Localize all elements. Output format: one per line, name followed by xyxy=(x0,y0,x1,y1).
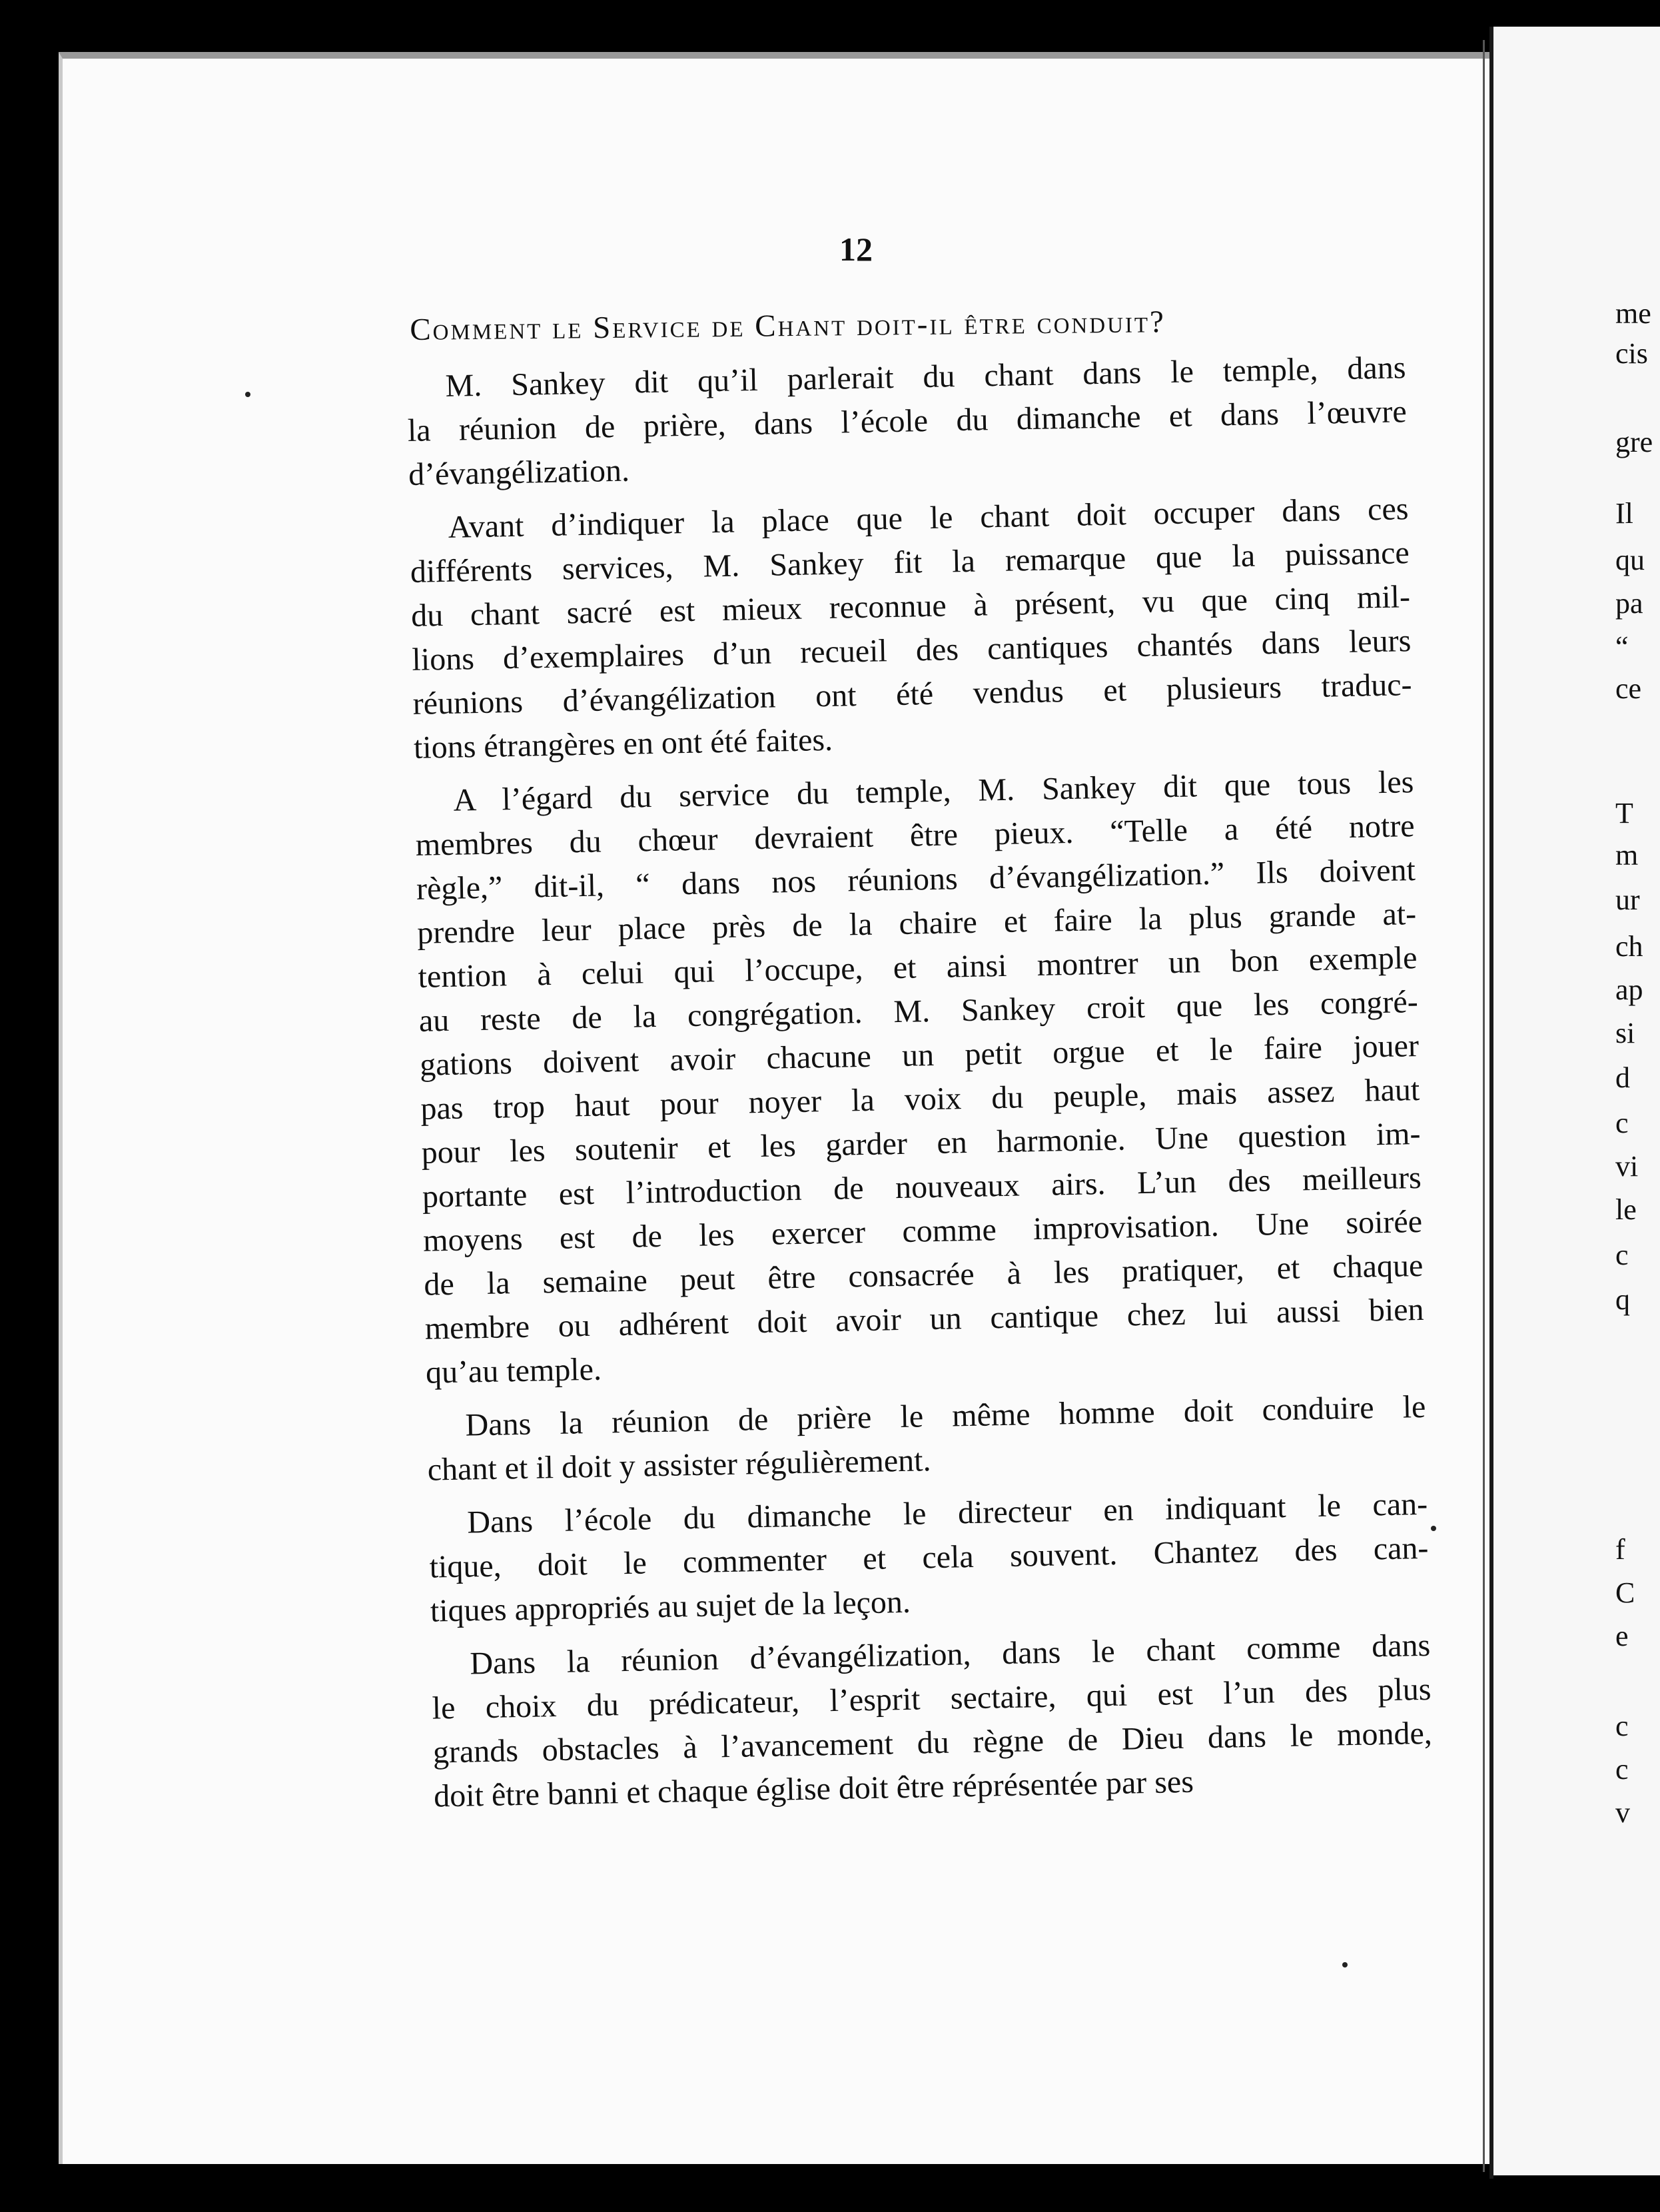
facing-page-fragment: C xyxy=(1615,1576,1635,1609)
text-line: réunions d’évangélization ont été vendus et plusieurs traduc- xyxy=(412,667,1412,722)
page-number: 12 xyxy=(839,231,873,268)
text-line: le choix du prédicateur, l’esprit sectaire, qui est l’un des plus xyxy=(432,1671,1432,1726)
paragraph xyxy=(428,1482,1430,1634)
text-line: Dans l’école du dimanche le directeur en indiquant le can- xyxy=(466,1486,1428,1540)
facing-page-fragment: q xyxy=(1615,1283,1630,1316)
facing-page-fragment: f xyxy=(1615,1533,1625,1566)
text-line: d’évangélization. xyxy=(408,452,630,492)
text-line: tions étrangères en ont été faites. xyxy=(413,722,833,766)
facing-page-fragment: le xyxy=(1615,1193,1637,1226)
facing-page-fragment: ur xyxy=(1615,883,1640,916)
facing-page-fragment: vi xyxy=(1615,1150,1639,1183)
facing-page-fragment: qu xyxy=(1615,544,1645,576)
facing-page-fragment: v xyxy=(1615,1796,1630,1829)
text-line: du chant sacré est mieux reconnue à présent, vu que cinq mil- xyxy=(410,579,1411,634)
text-line: Dans la réunion de prière le même homme doit conduire le xyxy=(465,1388,1426,1443)
text-line: grands obstacles à l’avancement du règne de Dieu dans le monde, xyxy=(432,1715,1433,1770)
text-line: différents services, M. Sankey fit la remarque que la puissance xyxy=(410,535,1410,590)
text-line: membre ou adhérent doit avoir un cantique chez lui aussi bien xyxy=(424,1291,1425,1347)
facing-page-fragment: me xyxy=(1615,297,1651,330)
facing-page-fragment: c xyxy=(1615,1753,1629,1786)
text-line: tique, doit le commenter et cela souvent. Chantez des can- xyxy=(429,1530,1429,1585)
text-line: moyens est de les exercer comme improvisation. Une soirée xyxy=(422,1203,1423,1259)
paragraph xyxy=(431,1624,1434,1819)
facing-page-fragment: pa xyxy=(1615,587,1643,620)
facing-page-fragment: ce xyxy=(1615,672,1642,705)
section-heading: Comment le Service de Chant doit-il être conduit? xyxy=(410,304,1166,347)
facing-page-fragment: e xyxy=(1615,1620,1629,1652)
text-line: la réunion de prière, dans l’école du dimanche et dans l’œuvre xyxy=(407,394,1408,448)
facing-page-fragment: c xyxy=(1615,1710,1629,1742)
text-line: tiques appropriés au sujet de la leçon. xyxy=(430,1584,911,1629)
facing-page-fragment: Il xyxy=(1615,497,1633,530)
facing-page-fragment: ap xyxy=(1615,973,1643,1006)
text-line: Dans la réunion d’évangélization, dans le chant comme dans xyxy=(469,1627,1431,1682)
facing-page-fragment: c xyxy=(1615,1239,1629,1271)
text-line: tention à celui qui l’occupe, et ainsi montrer un bon exemple xyxy=(418,940,1418,995)
text-line: Avant d’indiquer la place que le chant doit occuper dans ces xyxy=(448,491,1409,545)
body-text xyxy=(406,346,1434,1818)
paragraph xyxy=(409,487,1413,770)
text-line: gations doivent avoir chacune un petit orgue et le faire jouer xyxy=(419,1028,1420,1083)
facing-page-fragment: d xyxy=(1615,1061,1630,1094)
text-line: de la semaine peut être consacrée à les pratiquer, et chaque xyxy=(423,1247,1424,1303)
text-line: portante est l’introduction de nouveaux airs. L’un des meilleurs xyxy=(422,1159,1422,1215)
text-line: lions d’exemplaires d’un recueil des cantiques chantés dans leurs xyxy=(411,623,1412,678)
text-line: doit être banni et chaque église doit être réprésentée par ses xyxy=(433,1764,1194,1814)
text-line: M. Sankey dit qu’il parlerait du chant dans le temple, dans xyxy=(445,350,1406,404)
facing-page-fragment: T xyxy=(1615,797,1633,830)
scan-speck xyxy=(1342,1962,1348,1967)
scan-speck xyxy=(1431,1526,1436,1531)
scan-speck xyxy=(245,392,250,397)
text-line: pas trop haut pour noyer la voix du peuple, mais assez haut xyxy=(420,1072,1420,1127)
text-line: prendre leur place près de la chaire et faire la plus grande at- xyxy=(416,896,1417,951)
facing-page-fragment: cis xyxy=(1615,337,1648,370)
facing-page-fragment: gre xyxy=(1615,426,1653,458)
text-line: pour les soutenir et les garder en harmonie. Une question im- xyxy=(421,1115,1421,1171)
facing-page-fragment: si xyxy=(1615,1017,1635,1049)
text-line: qu’au temple. xyxy=(425,1351,602,1390)
text-line: A l’égard du service du temple, M. Sankey dit que tous les xyxy=(453,764,1414,818)
text-line: au reste de la congrégation. M. Sankey croit que les congré- xyxy=(418,984,1419,1039)
facing-page-fragment: c xyxy=(1615,1107,1629,1139)
text-line: membres du chœur devraient être pieux. “Telle a été notre xyxy=(415,808,1416,863)
facing-page-fragment: ch xyxy=(1615,930,1643,963)
page-fold-edge xyxy=(1483,40,1485,2172)
text-line: chant et il doit y assister régulièrement. xyxy=(427,1442,931,1488)
facing-page-fragment: “ xyxy=(1615,630,1629,663)
facing-page-fragment: m xyxy=(1615,839,1639,871)
paragraph xyxy=(414,760,1425,1395)
text-line: règle,” dit-il, “ dans nos réunions d’évangélization.” Ils doivent xyxy=(416,852,1416,907)
paragraph xyxy=(406,346,1408,497)
